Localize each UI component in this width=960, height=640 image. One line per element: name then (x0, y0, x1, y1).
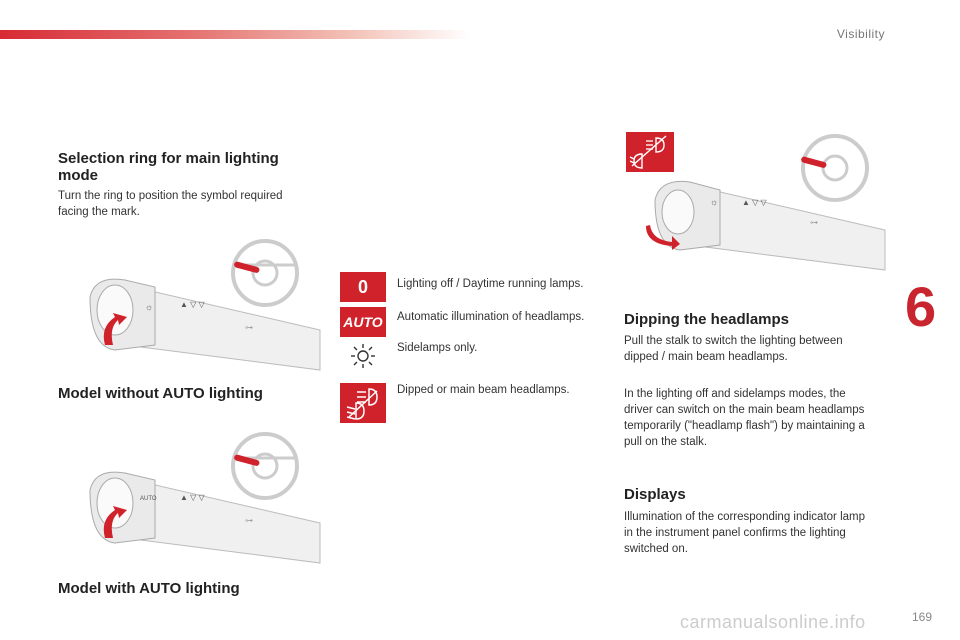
sidelamps-icon (340, 341, 386, 371)
chapter-number: 6 (905, 275, 937, 338)
dipping-description: Pull the stalk to switch the lighting between dipped / main beam headlamps. (624, 335, 843, 363)
off-mode-icon: 0 (340, 272, 386, 302)
svg-text:▲ ▽ ▽: ▲ ▽ ▽ (180, 493, 205, 502)
svg-text:⊶: ⊶ (245, 516, 253, 525)
dipping-illustration (620, 130, 890, 280)
svg-text:▲ ▽ ▽: ▲ ▽ ▽ (742, 198, 767, 207)
svg-text:☼: ☼ (145, 302, 154, 312)
headlamp-flash-description: In the lighting off and sidelamps modes, the driver can switch on the main beam headlamps temporarily ("headlamp flash") by maintaining a pull on the stalk. (624, 388, 865, 448)
stalk-illustration-no-auto (85, 235, 325, 380)
displays-title: Displays (624, 486, 686, 503)
auto-mode-label: Automatic illumination of headlamps. (397, 311, 585, 323)
model-with-auto-title: Model with AUTO lighting (58, 580, 240, 597)
dipping-title: Dipping the headlamps (624, 311, 790, 328)
watermark: carmanualsonline.info (680, 612, 866, 632)
headlamps-label: Dipped or main beam headlamps. (397, 384, 570, 396)
svg-text:AUTO: AUTO (140, 496, 157, 502)
svg-text:⊶: ⊶ (245, 323, 253, 332)
ring-title: Selection ring for main lighting mode (58, 150, 279, 184)
stalk-illustration-auto (85, 428, 325, 573)
model-without-auto-title: Model without AUTO lighting (58, 385, 263, 402)
top-accent-bar (0, 30, 470, 39)
ring-description: Turn the ring to position the symbol required facing the mark. (58, 190, 283, 218)
sidelamps-label: Sidelamps only. (397, 342, 478, 354)
headlamps-icon (340, 383, 386, 423)
svg-text:☼: ☼ (710, 197, 719, 207)
svg-text:▲ ▽ ▽: ▲ ▽ ▽ (180, 300, 205, 309)
off-mode-label: Lighting off / Daytime running lamps. (397, 278, 584, 290)
section-name: Visibility (836, 27, 885, 41)
svg-text:⊶: ⊶ (810, 218, 818, 227)
headlamp-indicator-icon (626, 132, 674, 172)
auto-mode-icon: AUTO (340, 307, 386, 337)
page-number: 169 (912, 610, 933, 624)
displays-description: Illumination of the corresponding indicator lamp in the instrument panel confirms the lighting switched on. (624, 511, 865, 555)
